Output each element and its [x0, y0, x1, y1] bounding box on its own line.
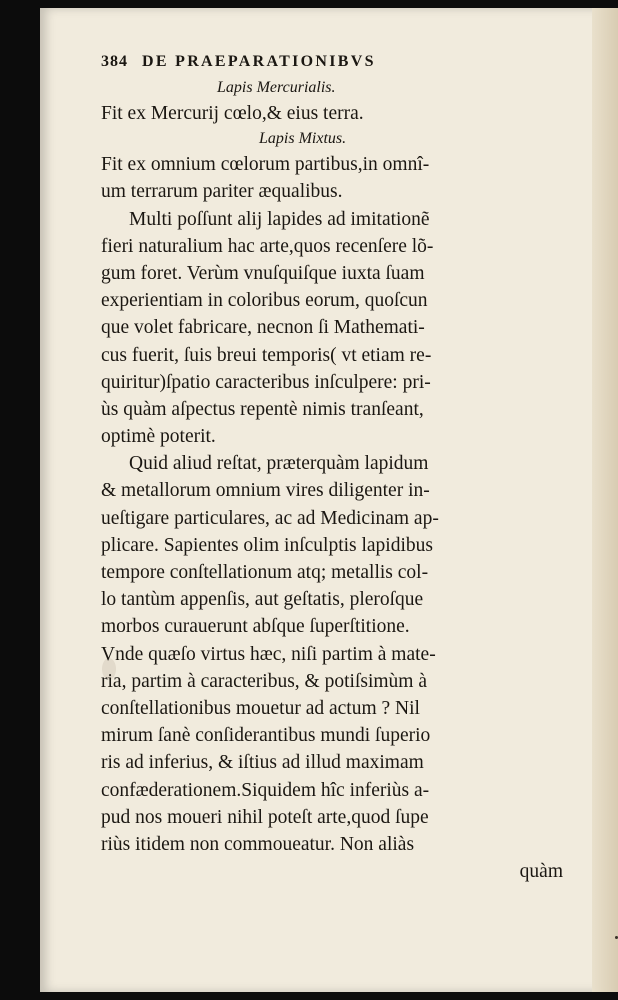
text-line: ris ad inferius, & iſtius ad illud maximam	[101, 752, 424, 774]
text-line: que volet fabricare, necnon ſi Mathemati-	[101, 317, 425, 339]
text-line: Vnde quæſo virtus hæc, niſi partim à mate-	[101, 643, 436, 665]
text-line: um terrarum pariter æqualibus.	[101, 181, 343, 203]
page-edge	[592, 8, 618, 992]
text-line: pud nos moueri nihil poteſt arte,quod ſupe	[101, 806, 429, 828]
page-text	[101, 48, 581, 885]
text-line: Fit ex Mercurij cœlo,& eius terra.	[101, 103, 364, 124]
page-number: 384	[101, 53, 128, 70]
text-line: lo tantùm appenſis, aut geſtatis, pleroſque	[101, 589, 424, 611]
text-line: cus fuerit, ſuis breui temporis( vt etiam re-	[101, 344, 432, 366]
text-line: riùs itidem non commoueatur. Non aliàs	[101, 833, 415, 855]
text-line: ria, partim à caracteribus, & potiſsimùm à	[101, 670, 427, 692]
text-line: plicare. Sapientes olim inſculptis lapidibus	[101, 534, 433, 556]
section-title-mixtus: Lapis Mixtus.	[259, 130, 347, 148]
text-line: ueſtigare particulares, ac ad Medicinam ap-	[101, 507, 439, 529]
catchword: quàm	[519, 861, 563, 883]
running-header	[101, 48, 581, 76]
text-line: ùs quàm aſpectus repentè nimis tranſeant,	[101, 398, 424, 420]
paragraph-first-line: Multi poſſunt alij lapides ad imitationẽ	[129, 208, 430, 230]
paragraph-first-line: Quid aliud reſtat, præterquàm lapidum	[129, 453, 429, 475]
text-line: fieri naturalium hac arte,quos recenſere lõ-	[101, 235, 434, 257]
text-line: mirum ſanè conſiderantibus mundi ſuperio	[101, 725, 431, 747]
text-line: & metallorum omnium vires diligenter in-	[101, 480, 430, 502]
running-head-title: DE PRAEPARATIONIBVS	[142, 53, 376, 70]
text-line: optimè poterit.	[101, 426, 216, 448]
text-line: conſtellationibus mouetur ad actum ? Nil	[101, 697, 420, 719]
text-line: experientiam in coloribus eorum, quoſcun	[101, 290, 428, 312]
text-line: tempore conſtellationum atq; metallis col-	[101, 562, 429, 583]
text-line: Fit ex omnium cœlorum partibus,in omnî-	[101, 154, 430, 176]
text-line: gum foret. Verùm vnuſquiſque iuxta ſuam	[101, 262, 425, 284]
text-line: morbos curauerunt abſque ſuperſtitione.	[101, 616, 410, 638]
text-line: confæderationem.Siquidem hîc inferiùs a-	[101, 779, 430, 801]
section-title-mercurialis: Lapis Mercurialis.	[217, 79, 336, 96]
text-line: quiritur)ſpatio caracteribus inſculpere: pri-	[101, 371, 431, 393]
